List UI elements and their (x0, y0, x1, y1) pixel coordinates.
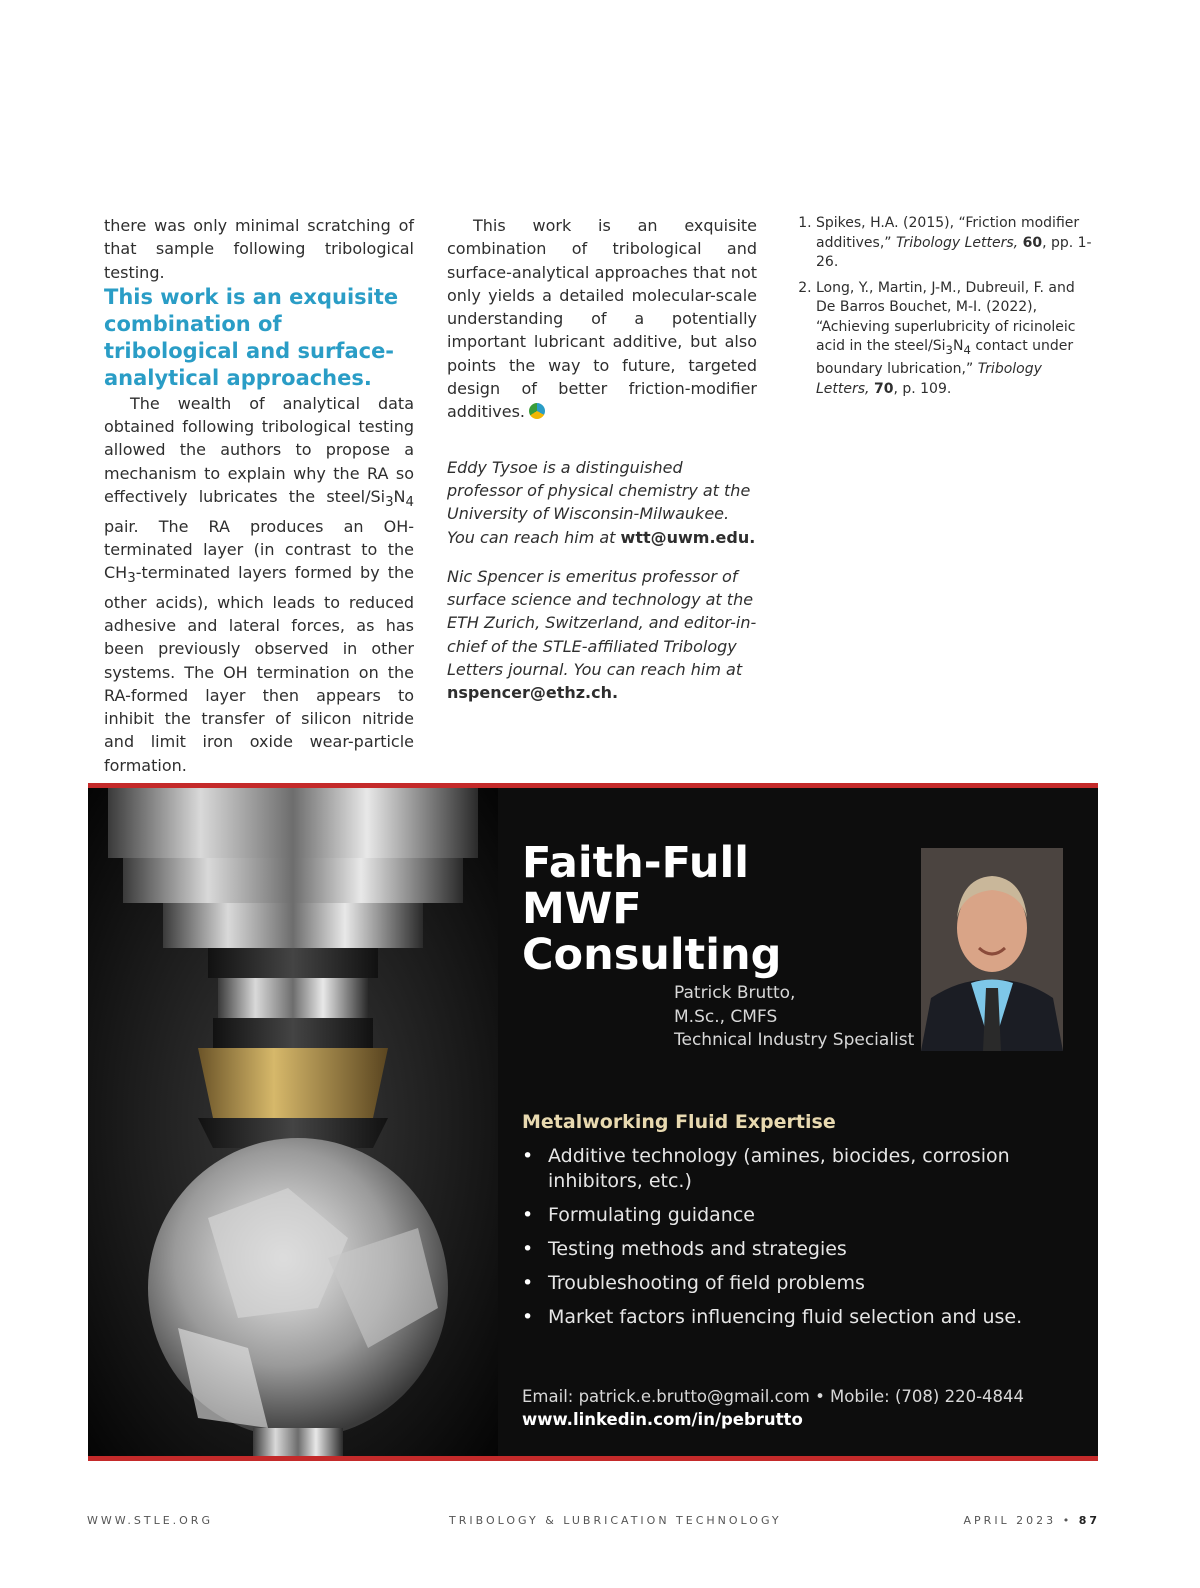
text: N (393, 487, 406, 507)
footer-website[interactable]: WWW.STLE.ORG (87, 1514, 213, 1527)
text: This work is an exquisite combination of tribological and surface-analytical approaches that not only yields a detailed molecular-scale understanding of a potentially important lubricant additive, but also points the way to future, targeted design of better friction-modifier additives. (447, 216, 757, 422)
subscript: 3 (385, 495, 394, 511)
bio-text: Eddy Tysoe is a distinguished professor of physical chemistry at the University of Wisconsin-Milwaukee. You can reach him at (447, 457, 751, 547)
consultant-degree: M.Sc., CMFS (674, 1006, 778, 1027)
author-bio-spencer (447, 565, 757, 705)
email-mobile[interactable]: Email: patrick.e.brutto@gmail.com • Mobile: (708) 220-4844 (522, 1387, 1025, 1406)
text: pair. The RA produces an OH-terminated layer (in contrast to the CH (104, 516, 414, 583)
subscript: 3 (127, 571, 136, 587)
stle-end-mark-icon (529, 403, 545, 419)
text: N (952, 338, 964, 354)
consultant-title: Technical Industry Specialist (674, 1030, 915, 1050)
milling-tool-photo (88, 788, 498, 1456)
references (796, 214, 1096, 405)
footer-publication: TRIBOLOGY & LUBRICATION TECHNOLOGY (449, 1514, 782, 1527)
expertise-list (522, 1144, 1062, 1339)
page-number: 87 (1078, 1514, 1100, 1527)
text: contact under boundary lubrication,” (816, 338, 1074, 378)
contact-info (522, 1385, 1024, 1431)
volume: 60 (1022, 234, 1043, 251)
list-item: • Market factors influencing fluid selection and use. (522, 1305, 1062, 1330)
separator: • (1062, 1514, 1073, 1527)
consultant-info (674, 982, 914, 1053)
title-line: MWF Consulting (522, 884, 782, 980)
text: Spikes, H.A. (2015), “Friction modifier additives,” (816, 215, 1080, 251)
subscript: 4 (405, 495, 414, 511)
list-item: • Testing methods and strategies (522, 1237, 1062, 1262)
volume: 70 (873, 380, 894, 397)
pull-quote: This work is an exquisite combination of tribological and surface-analytical approaches. (104, 284, 399, 390)
consultant-name: Patrick Brutto, (674, 983, 796, 1003)
text: The wealth of analytical data obtained following tribological testing allowed the authors to propose a mechanism to explain why the RA so effectively lubricates the steel/Si (104, 393, 414, 507)
list-item: • Additive technology (amines, biocides, corrosion inhibitors, etc.) (522, 1144, 1062, 1194)
advertisement (88, 783, 1098, 1461)
paragraph (447, 214, 757, 424)
text: Long, Y., Martin, J-M., Dubreuil, F. and De Barros Bouchet, M-I. (2022), “Achieving superlubricity of ricinoleic acid in the steel/Si (816, 279, 1076, 354)
expertise-heading: Metalworking Fluid Expertise (522, 1111, 836, 1133)
paragraph: there was only minimal scratching of that sample following tribological testing. (104, 216, 414, 282)
text: -terminated layers formed by the other acids), which leads to reduced adhesive and lateral forces, as has been previously observed in other systems. The OH termination on the RA-formed layer then appears to inhibit the transfer of silicon nitride and limit iron oxide wear-particle formation. (104, 563, 414, 775)
ad-title (522, 840, 902, 978)
article-column-1 (104, 214, 414, 777)
reference-item (816, 214, 1096, 273)
list-item: • Formulating guidance (522, 1203, 1062, 1228)
linkedin-link[interactable]: www.linkedin.com/in/pebrutto (522, 1410, 803, 1429)
text: , pp. 1-26. (816, 234, 1092, 270)
journal-name: Tribology Letters, (895, 234, 1019, 251)
reference-item (816, 279, 1096, 400)
email-link[interactable]: wtt@uwm.edu. (620, 527, 756, 547)
subscript: 4 (963, 342, 971, 357)
text: , p. 109. (893, 380, 952, 397)
portrait-photo (921, 848, 1063, 1051)
subscript: 3 (945, 342, 953, 357)
email-link[interactable]: nspencer@ethz.ch. (447, 683, 619, 703)
reference-list (796, 214, 1096, 399)
footer-date-page (964, 1514, 1100, 1527)
bio-text: Nic Spencer is emeritus professor of surface science and technology at the ETH Zurich, Switzerland, and editor-in-chief of the STLE-affiliated Tribology Letters journal. You can reach him at (447, 566, 757, 680)
author-bio-tysoe (447, 456, 757, 549)
journal-name: Tribology Letters, (816, 361, 1042, 397)
list-item: • Troubleshooting of field problems (522, 1271, 1062, 1296)
issue-date: APRIL 2023 (963, 1514, 1057, 1527)
paragraph (104, 392, 414, 777)
article-column-2 (447, 214, 757, 705)
title-line: Faith-Full (522, 838, 749, 888)
